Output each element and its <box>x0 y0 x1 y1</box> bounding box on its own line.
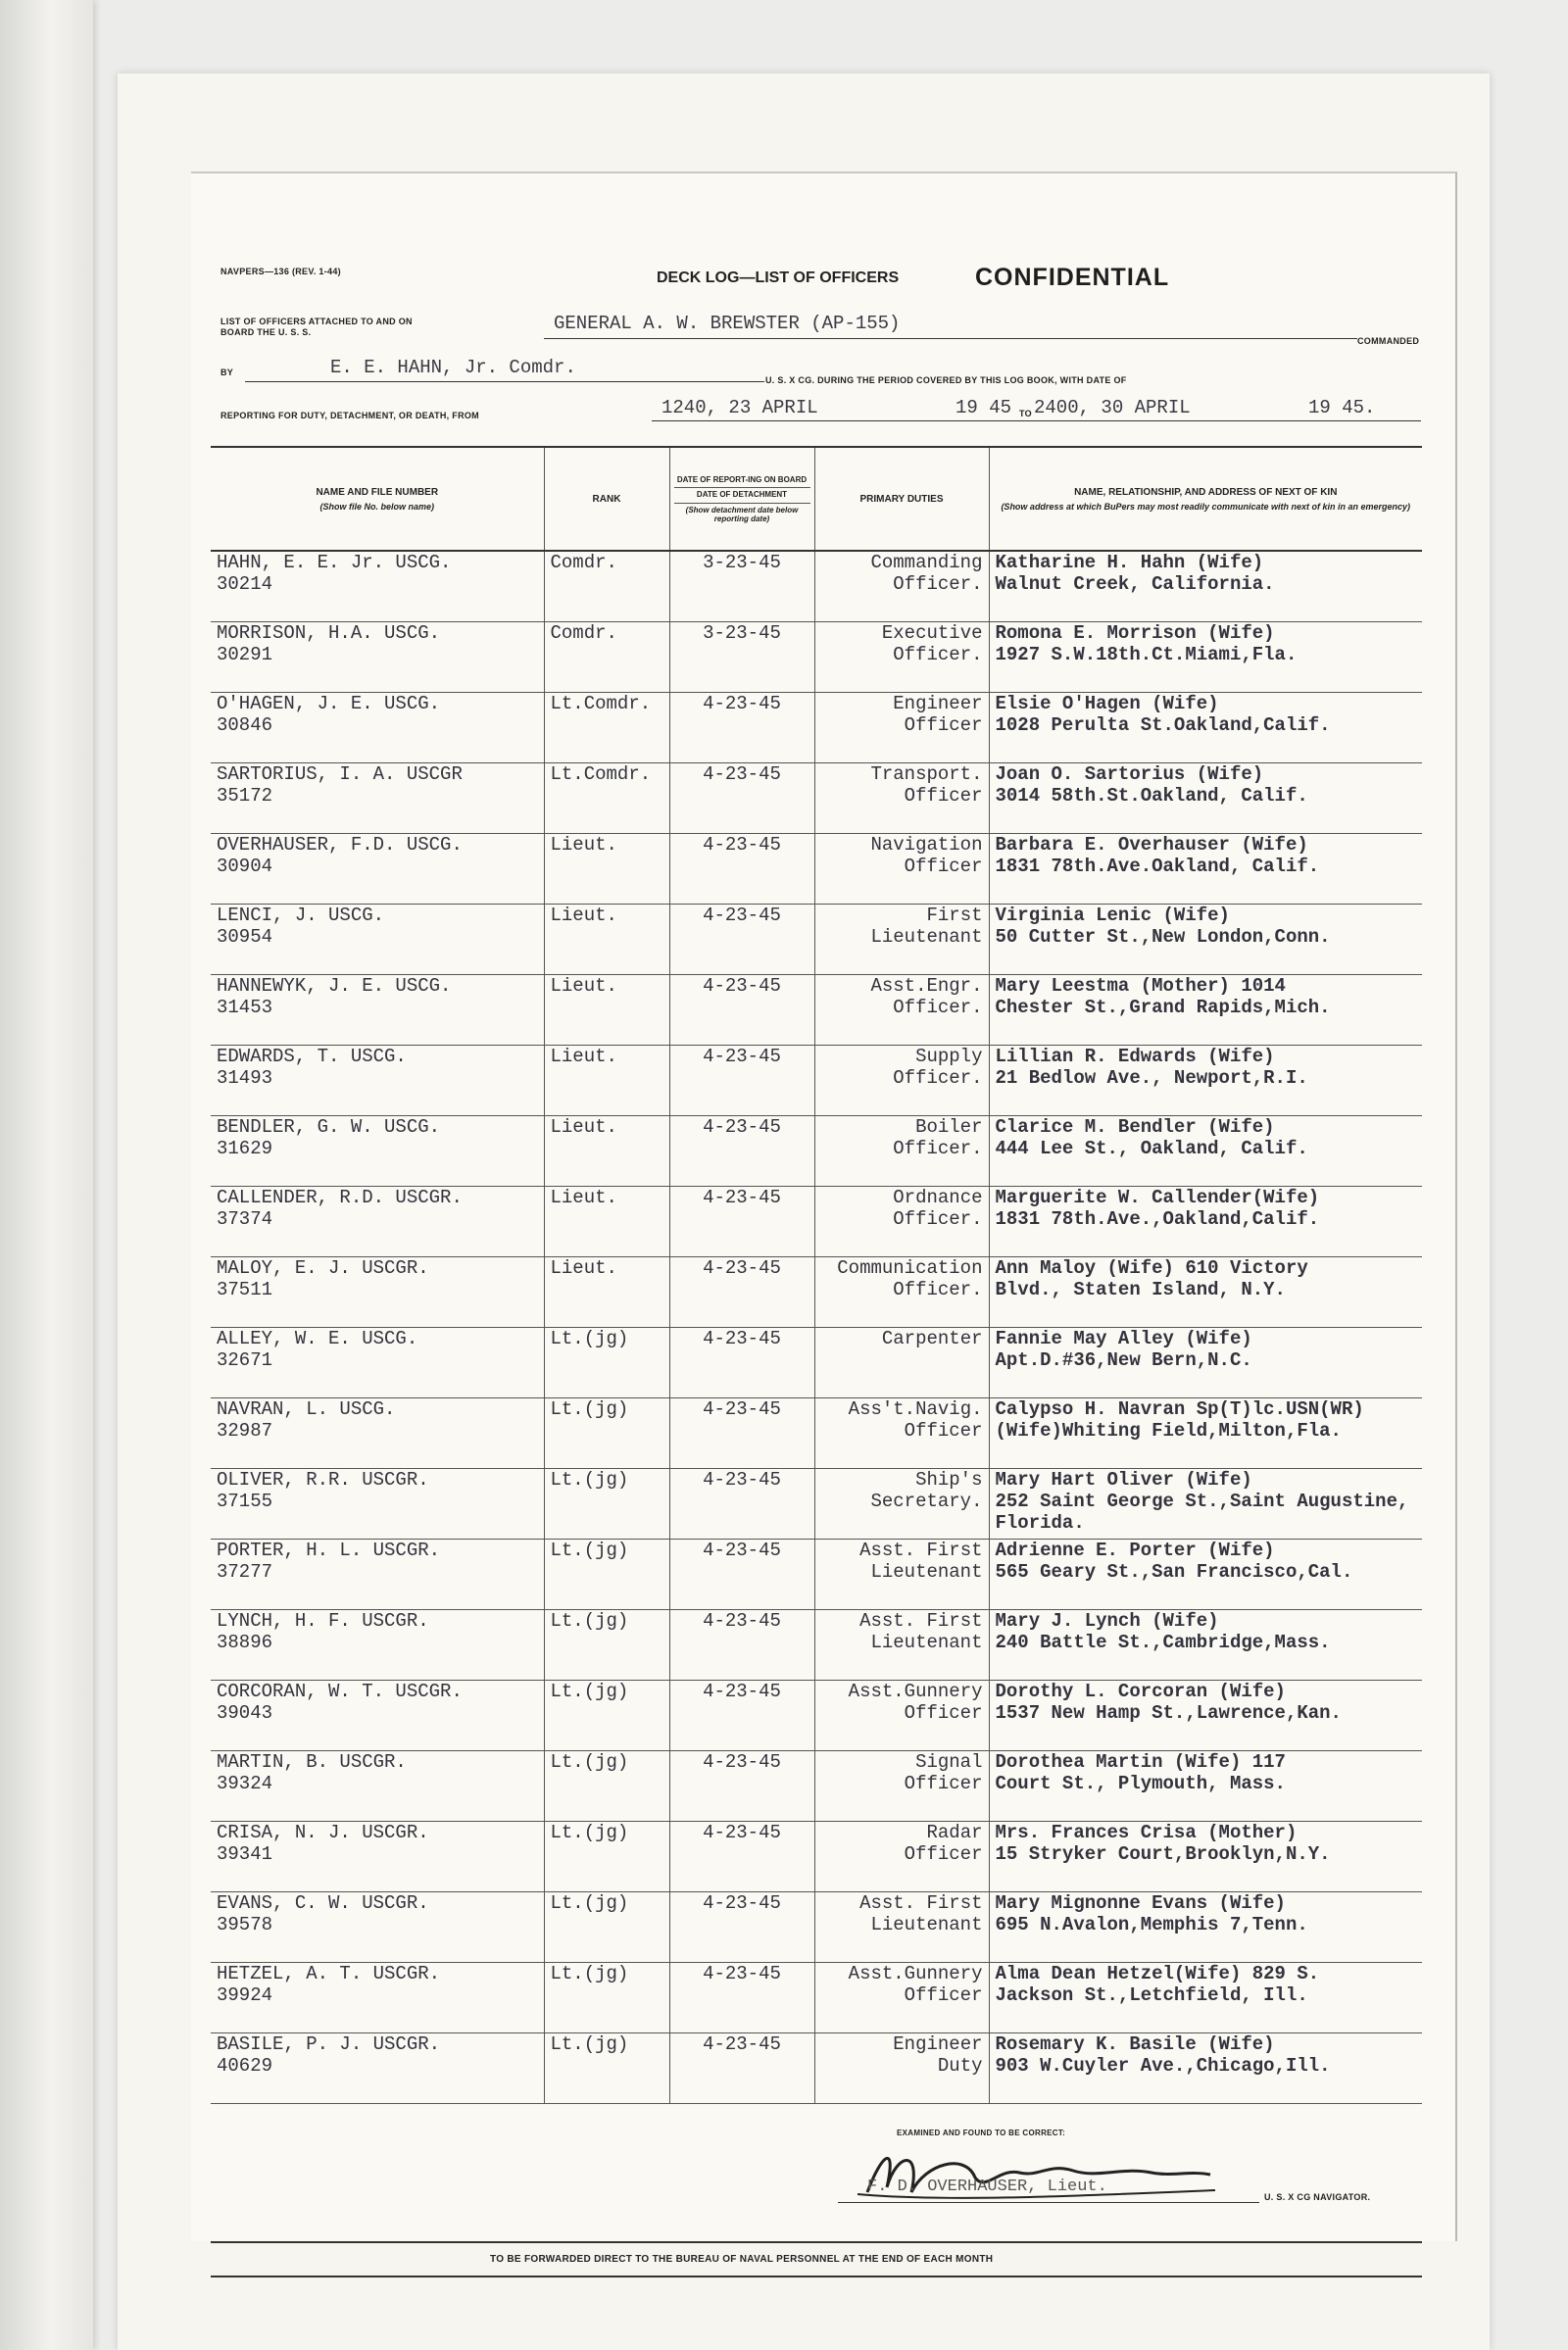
officer-name-cell <box>211 1892 544 1963</box>
officer-name: NAVRAN, L. USCG. <box>217 1398 396 1420</box>
primary-duty: Communication Officer. <box>814 1257 989 1328</box>
signature-underline <box>838 2202 1259 2203</box>
officer-name-cell <box>211 1540 544 1610</box>
signer-typed-name: F. D. OVERHAUSER, Lieut. <box>867 2178 1107 2196</box>
header-rank: RANK <box>544 447 669 551</box>
file-number: 37155 <box>217 1491 273 1512</box>
rank: Lt.Comdr. <box>544 763 669 834</box>
document-title: DECK LOG—LIST OF OFFICERS <box>657 269 900 286</box>
file-number: 40629 <box>217 2055 273 2077</box>
rank: Lieut. <box>544 1116 669 1187</box>
table-row <box>211 1257 1422 1328</box>
officer-name-cell <box>211 763 544 834</box>
rank: Comdr. <box>544 551 669 622</box>
table-row <box>211 1046 1422 1116</box>
rank: Lt.(jg) <box>544 1963 669 2033</box>
next-of-kin: Katharine H. Hahn (Wife) Walnut Creek, California. <box>989 551 1422 622</box>
file-number: 30214 <box>217 573 273 595</box>
primary-duty: Asst.Engr. Officer. <box>814 975 989 1046</box>
rank: Lt.(jg) <box>544 1751 669 1822</box>
rank: Lieut. <box>544 1257 669 1328</box>
file-number: 37511 <box>217 1279 273 1300</box>
rank: Lt.(jg) <box>544 1681 669 1751</box>
officer-name-cell <box>211 1681 544 1751</box>
report-date: 4-23-45 <box>669 1398 814 1469</box>
commander-name: E. E. HAHN, Jr. Comdr. <box>330 357 576 378</box>
file-number: 37277 <box>217 1561 273 1583</box>
primary-duty: First Lieutenant <box>814 905 989 975</box>
next-of-kin: Dorothy L. Corcoran (Wife) 1537 New Hamp St.,Lawrence,Kan. <box>989 1681 1422 1751</box>
period-year-to: 19 45. <box>1308 397 1376 418</box>
officer-name-cell <box>211 1398 544 1469</box>
officer-name: EVANS, C. W. USCGR. <box>217 1892 429 1914</box>
rank: Lt.(jg) <box>544 1469 669 1540</box>
table-row <box>211 975 1422 1046</box>
table-row <box>211 834 1422 905</box>
table-row <box>211 763 1422 834</box>
report-date: 4-23-45 <box>669 2033 814 2104</box>
officer-name: SARTORIUS, I. A. USCGR <box>217 763 463 785</box>
officer-name: O'HAGEN, J. E. USCG. <box>217 693 441 714</box>
rank: Lt.(jg) <box>544 1398 669 1469</box>
primary-duty: Boiler Officer. <box>814 1116 989 1187</box>
officer-name-cell <box>211 1187 544 1257</box>
file-number: 39924 <box>217 1984 273 2006</box>
officer-name-cell <box>211 905 544 975</box>
primary-duty: Radar Officer <box>814 1822 989 1892</box>
officer-name-cell <box>211 693 544 763</box>
officer-name: PORTER, H. L. USCGR. <box>217 1540 441 1561</box>
officer-name-cell <box>211 1822 544 1892</box>
primary-duty: Supply Officer. <box>814 1046 989 1116</box>
ship-name: GENERAL A. W. BREWSTER (AP-155) <box>554 313 901 334</box>
report-date: 4-23-45 <box>669 1610 814 1681</box>
officer-name-cell <box>211 1751 544 1822</box>
commander-underline <box>245 381 764 382</box>
officer-name-cell <box>211 1116 544 1187</box>
officer-name-cell <box>211 1963 544 2033</box>
file-number: 31453 <box>217 997 273 1018</box>
file-number: 32671 <box>217 1349 273 1371</box>
report-date: 4-23-45 <box>669 1822 814 1892</box>
bottom-rule-top <box>211 2241 1422 2243</box>
primary-duty: Ship's Secretary. <box>814 1469 989 1540</box>
officer-name: BASILE, P. J. USCGR. <box>217 2033 441 2055</box>
report-date: 4-23-45 <box>669 1751 814 1822</box>
primary-duty: Asst. First Lieutenant <box>814 1540 989 1610</box>
report-date: 4-23-45 <box>669 1257 814 1328</box>
officer-name: HANNEWYK, J. E. USCG. <box>217 975 452 997</box>
next-of-kin: Rosemary K. Basile (Wife) 903 W.Cuyler Ave.,Chicago,Ill. <box>989 2033 1422 2104</box>
primary-duty: Commanding Officer. <box>814 551 989 622</box>
officer-name: CALLENDER, R.D. USCGR. <box>217 1187 463 1208</box>
rank: Lt.(jg) <box>544 2033 669 2104</box>
primary-duty: Transport. Officer <box>814 763 989 834</box>
next-of-kin: Romona E. Morrison (Wife) 1927 S.W.18th.Ct.Miami,Fla. <box>989 622 1422 693</box>
table-row <box>211 1187 1422 1257</box>
next-of-kin: Barbara E. Overhauser (Wife) 1831 78th.Ave.Oakland, Calif. <box>989 834 1422 905</box>
bottom-rule-bottom <box>211 2276 1422 2277</box>
binder-edge <box>0 0 93 2350</box>
table-row <box>211 622 1422 693</box>
primary-duty: Asst.Gunnery Officer <box>814 1963 989 2033</box>
file-number: 39043 <box>217 1702 273 1724</box>
ship-underline <box>544 338 1357 339</box>
next-of-kin: Mary J. Lynch (Wife) 240 Battle St.,Cambridge,Mass. <box>989 1610 1422 1681</box>
period-underline <box>652 420 1421 421</box>
officer-name: OLIVER, R.R. USCGR. <box>217 1469 429 1491</box>
deck-log-form <box>191 171 1457 2265</box>
table-row <box>211 2033 1422 2104</box>
primary-duty: Asst. First Lieutenant <box>814 1892 989 1963</box>
officer-name: MALOY, E. J. USCGR. <box>217 1257 429 1279</box>
list-label: LIST OF OFFICERS ATTACHED TO AND ON BOARD THE U. S. S. <box>220 317 413 337</box>
header-name: NAME AND FILE NUMBER (Show file No. below name) <box>211 447 544 551</box>
report-date: 4-23-45 <box>669 1046 814 1116</box>
report-date: 4-23-45 <box>669 693 814 763</box>
report-date: 4-23-45 <box>669 1963 814 2033</box>
table-row <box>211 1892 1422 1963</box>
officer-name-cell <box>211 1257 544 1328</box>
officer-name-cell <box>211 1610 544 1681</box>
primary-duty: Executive Officer. <box>814 622 989 693</box>
primary-duty: Navigation Officer <box>814 834 989 905</box>
next-of-kin: Fannie May Alley (Wife) Apt.D.#36,New Bern,N.C. <box>989 1328 1422 1398</box>
officer-name: LYNCH, H. F. USCGR. <box>217 1610 429 1632</box>
report-date: 4-23-45 <box>669 1681 814 1751</box>
primary-duty: Asst.Gunnery Officer <box>814 1681 989 1751</box>
table-row <box>211 551 1422 622</box>
officer-name-cell <box>211 551 544 622</box>
commanded-label: COMMANDED <box>1357 336 1420 346</box>
file-number: 30846 <box>217 714 273 736</box>
primary-duty: Ass't.Navig. Officer <box>814 1398 989 1469</box>
report-date: 4-23-45 <box>669 975 814 1046</box>
rank: Lt.Comdr. <box>544 693 669 763</box>
next-of-kin: Adrienne E. Porter (Wife) 565 Geary St.,San Francisco,Cal. <box>989 1540 1422 1610</box>
file-number: 39578 <box>217 1914 273 1935</box>
rank: Lt.(jg) <box>544 1328 669 1398</box>
table-row <box>211 1822 1422 1892</box>
next-of-kin: Virginia Lenic (Wife) 50 Cutter St.,New London,Conn. <box>989 905 1422 975</box>
file-number: 31629 <box>217 1138 273 1159</box>
officer-name: MARTIN, B. USCGR. <box>217 1751 407 1773</box>
officers-table <box>211 446 1422 2104</box>
header-dates: DATE OF REPORT-ING ON BOARD DATE OF DETACHMENT (Show detachment date below reporting date) <box>669 447 814 551</box>
rank: Lieut. <box>544 1046 669 1116</box>
uscg-period-label: U. S. X CG. DURING THE PERIOD COVERED BY THIS LOG BOOK, WITH DATE OF <box>765 375 1127 385</box>
form-number: NAVPERS—136 (REV. 1-44) <box>220 267 341 276</box>
table-row <box>211 693 1422 763</box>
officer-name: HAHN, E. E. Jr. USCG. <box>217 552 452 573</box>
table-header-row <box>211 447 1422 551</box>
officer-name-cell <box>211 1046 544 1116</box>
officer-name: MORRISON, H.A. USCG. <box>217 622 441 644</box>
next-of-kin: Alma Dean Hetzel(Wife) 829 S. Jackson St.,Letchfield, Ill. <box>989 1963 1422 2033</box>
next-of-kin: Joan O. Sartorius (Wife) 3014 58th.St.Oakland, Calif. <box>989 763 1422 834</box>
report-date: 4-23-45 <box>669 1187 814 1257</box>
officer-name: EDWARDS, T. USCG. <box>217 1046 407 1067</box>
officer-name: CORCORAN, W. T. USCGR. <box>217 1681 463 1702</box>
officer-name-cell <box>211 975 544 1046</box>
primary-duty: Carpenter <box>814 1328 989 1398</box>
rank: Lieut. <box>544 975 669 1046</box>
table-row <box>211 1398 1422 1469</box>
officer-name-cell <box>211 834 544 905</box>
rank: Lieut. <box>544 1187 669 1257</box>
rank: Comdr. <box>544 622 669 693</box>
forwarding-note: TO BE FORWARDED DIRECT TO THE BUREAU OF NAVAL PERSONNEL AT THE END OF EACH MONTH <box>490 2254 994 2265</box>
officer-name-cell <box>211 622 544 693</box>
next-of-kin: Mrs. Frances Crisa (Mother) 15 Stryker Court,Brooklyn,N.Y. <box>989 1822 1422 1892</box>
table-row <box>211 1751 1422 1822</box>
navigator-label: U. S. X CG NAVIGATOR. <box>1264 2192 1371 2202</box>
period-year-from: 19 45 <box>956 397 1012 418</box>
file-number: 39341 <box>217 1843 273 1865</box>
next-of-kin: Elsie O'Hagen (Wife) 1028 Perulta St.Oakland,Calif. <box>989 693 1422 763</box>
table-row <box>211 1540 1422 1610</box>
table-row <box>211 1469 1422 1540</box>
officer-name: BENDLER, G. W. USCG. <box>217 1116 441 1138</box>
next-of-kin: Lillian R. Edwards (Wife) 21 Bedlow Ave., Newport,R.I. <box>989 1046 1422 1116</box>
file-number: 32987 <box>217 1420 273 1442</box>
file-number: 38896 <box>217 1632 273 1653</box>
next-of-kin: Mary Hart Oliver (Wife) 252 Saint George St.,Saint Augustine, Florida. <box>989 1469 1422 1540</box>
file-number: 39324 <box>217 1773 273 1794</box>
primary-duty: Engineer Duty <box>814 2033 989 2104</box>
rank: Lt.(jg) <box>544 1540 669 1610</box>
table-row <box>211 1963 1422 2033</box>
header-duties: PRIMARY DUTIES <box>814 447 989 551</box>
table-row <box>211 1116 1422 1187</box>
primary-duty: Signal Officer <box>814 1751 989 1822</box>
next-of-kin: Mary Mignonne Evans (Wife) 695 N.Avalon,Memphis 7,Tenn. <box>989 1892 1422 1963</box>
report-date: 4-23-45 <box>669 1540 814 1610</box>
file-number: 35172 <box>217 785 273 807</box>
officer-name-cell <box>211 1469 544 1540</box>
table-row <box>211 1681 1422 1751</box>
to-label: TO <box>1019 409 1032 418</box>
header-next-of-kin: NAME, RELATIONSHIP, AND ADDRESS OF NEXT OF KIN (Show address at which BuPers may most readily communicate with next of kin in an emergency) <box>989 447 1422 551</box>
classification-stamp: CONFIDENTIAL <box>975 264 1170 291</box>
file-number: 31493 <box>217 1067 273 1089</box>
report-date: 4-23-45 <box>669 1116 814 1187</box>
next-of-kin: Clarice M. Bendler (Wife) 444 Lee St., Oakland, Calif. <box>989 1116 1422 1187</box>
table-row <box>211 1328 1422 1398</box>
rank: Lt.(jg) <box>544 1822 669 1892</box>
table-row <box>211 905 1422 975</box>
rank: Lieut. <box>544 834 669 905</box>
period-to: 2400, 30 APRIL <box>1034 397 1191 418</box>
navigator-signature <box>828 2133 1240 2212</box>
primary-duty: Asst. First Lieutenant <box>814 1610 989 1681</box>
file-number: 30291 <box>217 644 273 665</box>
file-number: 30954 <box>217 926 273 948</box>
reporting-label: REPORTING FOR DUTY, DETACHMENT, OR DEATH, FROM <box>220 411 479 420</box>
officer-name: LENCI, J. USCG. <box>217 905 385 926</box>
period-from: 1240, 23 APRIL <box>662 397 818 418</box>
next-of-kin: Mary Leestma (Mother) 1014 Chester St.,Grand Rapids,Mich. <box>989 975 1422 1046</box>
officer-name: CRISA, N. J. USCGR. <box>217 1822 429 1843</box>
rank: Lieut. <box>544 905 669 975</box>
rank: Lt.(jg) <box>544 1610 669 1681</box>
report-date: 3-23-45 <box>669 551 814 622</box>
next-of-kin: Ann Maloy (Wife) 610 Victory Blvd., Staten Island, N.Y. <box>989 1257 1422 1328</box>
by-label: BY <box>220 367 234 377</box>
next-of-kin: Marguerite W. Callender(Wife) 1831 78th.Ave.,Oakland,Calif. <box>989 1187 1422 1257</box>
report-date: 4-23-45 <box>669 1469 814 1540</box>
primary-duty: Engineer Officer <box>814 693 989 763</box>
report-date: 3-23-45 <box>669 622 814 693</box>
report-date: 4-23-45 <box>669 763 814 834</box>
report-date: 4-23-45 <box>669 834 814 905</box>
officer-name: ALLEY, W. E. USCG. <box>217 1328 418 1349</box>
table-row <box>211 1610 1422 1681</box>
officer-name-cell <box>211 2033 544 2104</box>
examined-label: EXAMINED AND FOUND TO BE CORRECT: <box>897 2129 1066 2137</box>
report-date: 4-23-45 <box>669 1892 814 1963</box>
file-number: 37374 <box>217 1208 273 1230</box>
document-sheet <box>118 73 1490 2350</box>
report-date: 4-23-45 <box>669 905 814 975</box>
next-of-kin: Dorothea Martin (Wife) 117 Court St., Plymouth, Mass. <box>989 1751 1422 1822</box>
report-date: 4-23-45 <box>669 1328 814 1398</box>
officer-name-cell <box>211 1328 544 1398</box>
next-of-kin: Calypso H. Navran Sp(T)lc.USN(WR) (Wife)Whiting Field,Milton,Fla. <box>989 1398 1422 1469</box>
officer-name: HETZEL, A. T. USCGR. <box>217 1963 441 1984</box>
file-number: 30904 <box>217 856 273 877</box>
officer-name: OVERHAUSER, F.D. USCG. <box>217 834 463 856</box>
primary-duty: Ordnance Officer. <box>814 1187 989 1257</box>
rank: Lt.(jg) <box>544 1892 669 1963</box>
